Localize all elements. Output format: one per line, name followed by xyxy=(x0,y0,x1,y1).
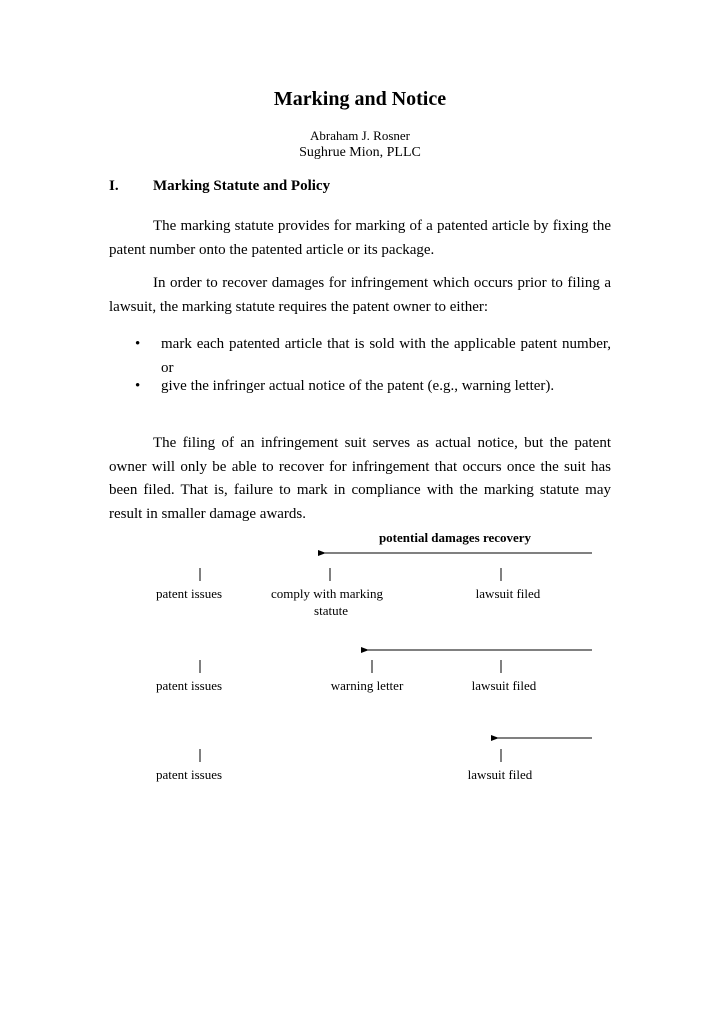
section-number: I. xyxy=(109,178,119,194)
list-item xyxy=(135,375,611,399)
timeline-label: lawsuit filed xyxy=(475,586,541,601)
list-item-text: give the infringer actual notice of the patent (e.g., warning letter). xyxy=(161,378,555,394)
list-item xyxy=(135,333,611,380)
timeline-label: patent issues xyxy=(155,586,223,601)
list-item-text: mark each patented article that is sold with the applicable patent number, or xyxy=(161,336,611,376)
timeline-label: statute xyxy=(314,603,348,618)
damages-timeline-diagram xyxy=(0,520,720,800)
bullet-icon: • xyxy=(135,378,141,394)
paragraph: In order to recover damages for infringement which occurs prior to filing a lawsuit, the marking statute requires the patent owner to either: xyxy=(109,275,611,315)
timeline-label: lawsuit filed xyxy=(471,678,537,693)
document-title: Marking and Notice xyxy=(273,88,447,110)
timeline-label: lawsuit filed xyxy=(467,767,533,782)
timeline-label: comply with marking xyxy=(271,586,383,601)
bullet-icon: • xyxy=(135,336,141,352)
timeline-label: patent issues xyxy=(155,678,223,693)
firm-name: Sughrue Mion, PLLC xyxy=(299,145,421,160)
paragraph: The marking statute provides for marking of a patented article by fixing the patent number onto the patented article or its package. xyxy=(109,218,611,258)
paragraph: The filing of an infringement suit serves as actual notice, but the patent owner will only be able to recover for infringement that occurs once the suit has been filed. That is, failure to mark in compliance with the marking statute may result in smaller damage awards. xyxy=(109,435,611,522)
section-title: Marking Statute and Policy xyxy=(153,178,331,194)
timeline-label: warning letter xyxy=(330,678,404,693)
author-name: Abraham J. Rosner xyxy=(309,128,410,143)
diagram-heading: potential damages recovery xyxy=(378,530,532,545)
timeline-label: patent issues xyxy=(155,767,223,782)
